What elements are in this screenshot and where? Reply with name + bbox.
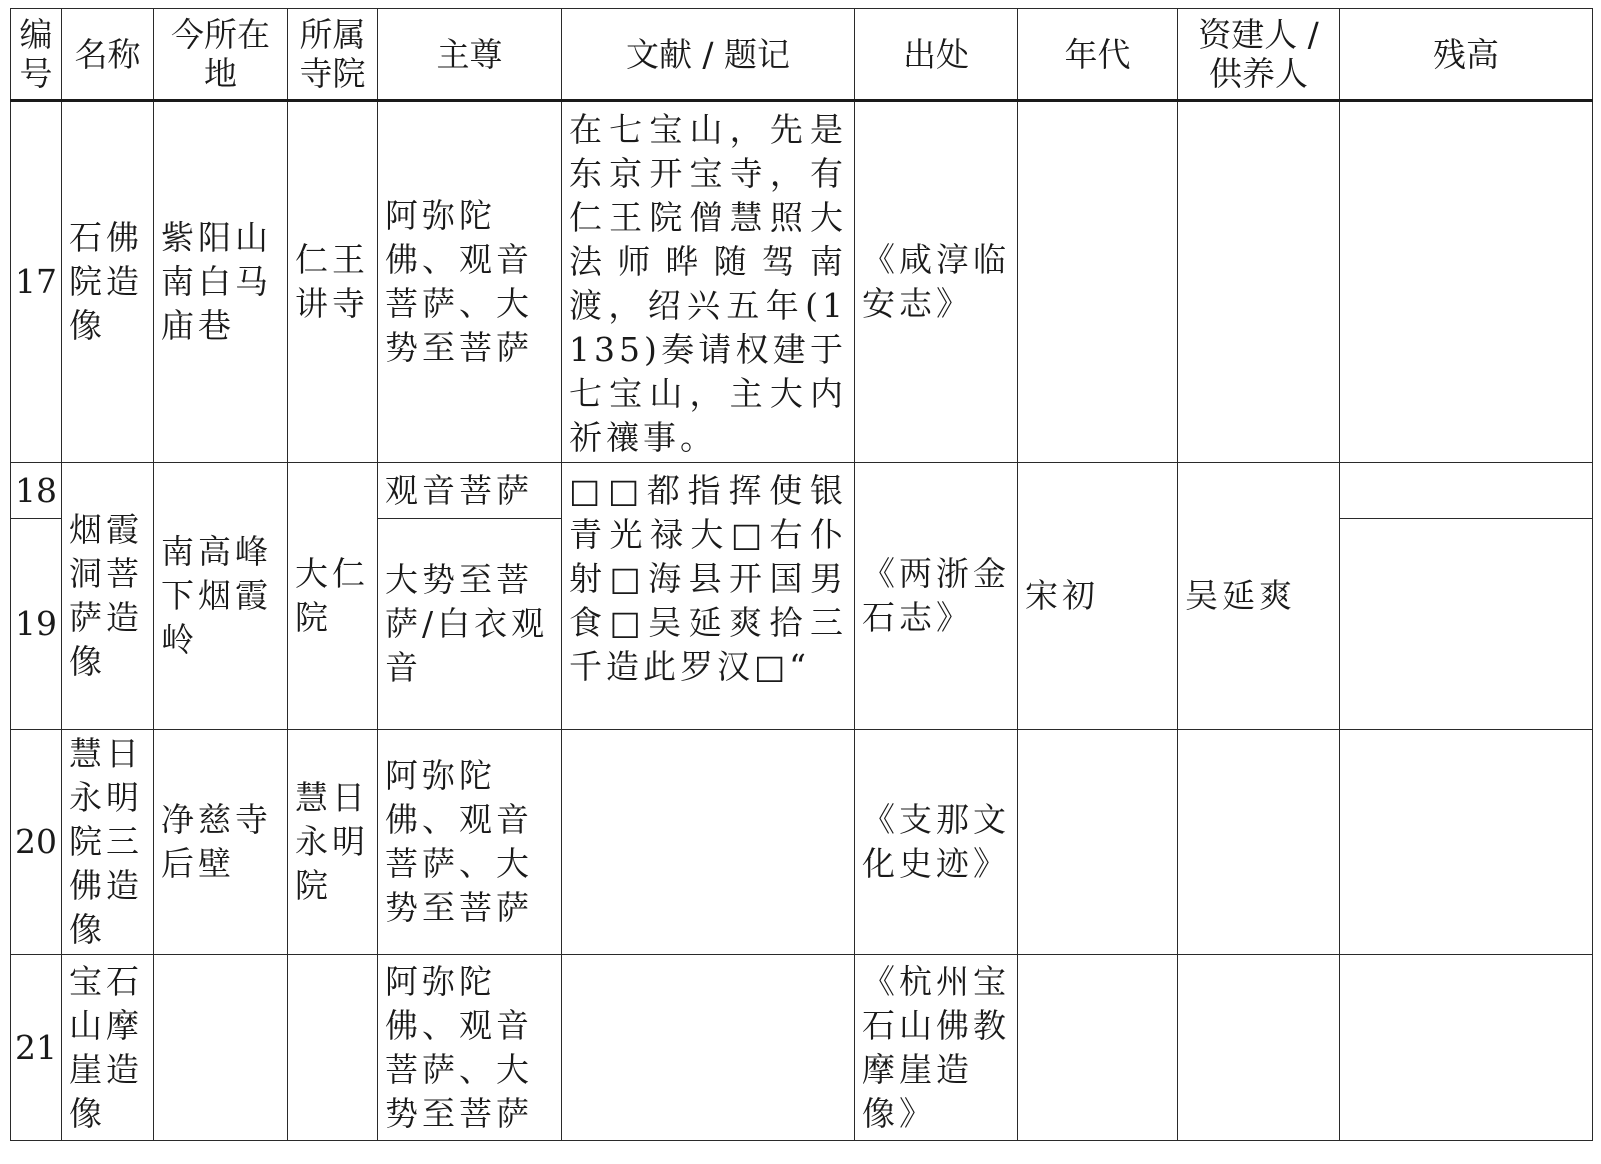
header-number: 编号 — [11, 9, 62, 101]
row-number: 19 — [11, 519, 62, 730]
statue-height — [1340, 730, 1593, 955]
header-deity: 主尊 — [378, 9, 562, 101]
statue-deity: 阿弥陀佛、观音菩萨、大势至菩萨 — [378, 101, 562, 463]
statue-donor — [1178, 730, 1340, 955]
statue-deity: 阿弥陀佛、观音菩萨、大势至菩萨 — [378, 730, 562, 955]
statue-temple: 大仁院 — [288, 463, 378, 730]
statue-temple: 慧日永明院 — [288, 730, 378, 955]
statue-inscription — [562, 730, 855, 955]
statue-height — [1340, 519, 1593, 730]
statue-table — [10, 8, 1593, 1141]
statue-temple — [288, 955, 378, 1141]
statue-inscription: 在七宝山，先是东京开宝寺，有仁王院僧慧照大法师晔随驾南渡，绍兴五年(1135)奏请权建于七宝山，主大内祈禳事。 — [562, 101, 855, 463]
statue-deity: 阿弥陀佛、观音菩萨、大势至菩萨 — [378, 955, 562, 1141]
statue-era — [1018, 101, 1178, 463]
statue-source: 《两浙金石志》 — [855, 463, 1018, 730]
table-row — [11, 101, 1593, 463]
statue-donor — [1178, 955, 1340, 1141]
header-donor: 资建人 / 供养人 — [1178, 9, 1340, 101]
statue-location — [154, 955, 288, 1141]
statue-location: 南高峰下烟霞岭 — [154, 463, 288, 730]
table-row — [11, 955, 1593, 1141]
statue-height — [1340, 463, 1593, 519]
row-number: 17 — [11, 101, 62, 463]
header-location: 今所在地 — [154, 9, 288, 101]
statue-height — [1340, 955, 1593, 1141]
statue-location: 净慈寺后壁 — [154, 730, 288, 955]
statue-donor — [1178, 101, 1340, 463]
statue-inscription — [562, 955, 855, 1141]
statue-donor: 吴延爽 — [1178, 463, 1340, 730]
header-temple: 所属寺院 — [288, 9, 378, 101]
statue-era: 宋初 — [1018, 463, 1178, 730]
row-number: 21 — [11, 955, 62, 1141]
statue-temple: 仁王讲寺 — [288, 101, 378, 463]
statue-name: 烟霞洞菩萨造像 — [62, 463, 154, 730]
statue-location: 紫阳山南白马庙巷 — [154, 101, 288, 463]
table-row — [11, 463, 1593, 519]
statue-source: 《支那文化史迹》 — [855, 730, 1018, 955]
statue-inscription: □□都指挥使银青光禄大□右仆射□海县开国男食□吴延爽拾三千造此罗汉□“ — [562, 463, 855, 730]
table-row — [11, 730, 1593, 955]
statue-deity: 大势至菩萨/白衣观音 — [378, 519, 562, 730]
statue-era — [1018, 730, 1178, 955]
header-height: 残高 — [1340, 9, 1593, 101]
statue-height — [1340, 101, 1593, 463]
row-number: 18 — [11, 463, 62, 519]
statue-source: 《咸淳临安志》 — [855, 101, 1018, 463]
header-source: 出处 — [855, 9, 1018, 101]
statue-name: 宝石山摩崖造像 — [62, 955, 154, 1141]
header-name: 名称 — [62, 9, 154, 101]
statue-name: 慧日永明院三佛造像 — [62, 730, 154, 955]
header-era: 年代 — [1018, 9, 1178, 101]
row-number: 20 — [11, 730, 62, 955]
statue-name: 石佛院造像 — [62, 101, 154, 463]
header-row — [11, 9, 1593, 101]
statue-source: 《杭州宝石山佛教摩崖造像》 — [855, 955, 1018, 1141]
statue-era — [1018, 955, 1178, 1141]
statue-deity: 观音菩萨 — [378, 463, 562, 519]
header-inscription: 文献 / 题记 — [562, 9, 855, 101]
